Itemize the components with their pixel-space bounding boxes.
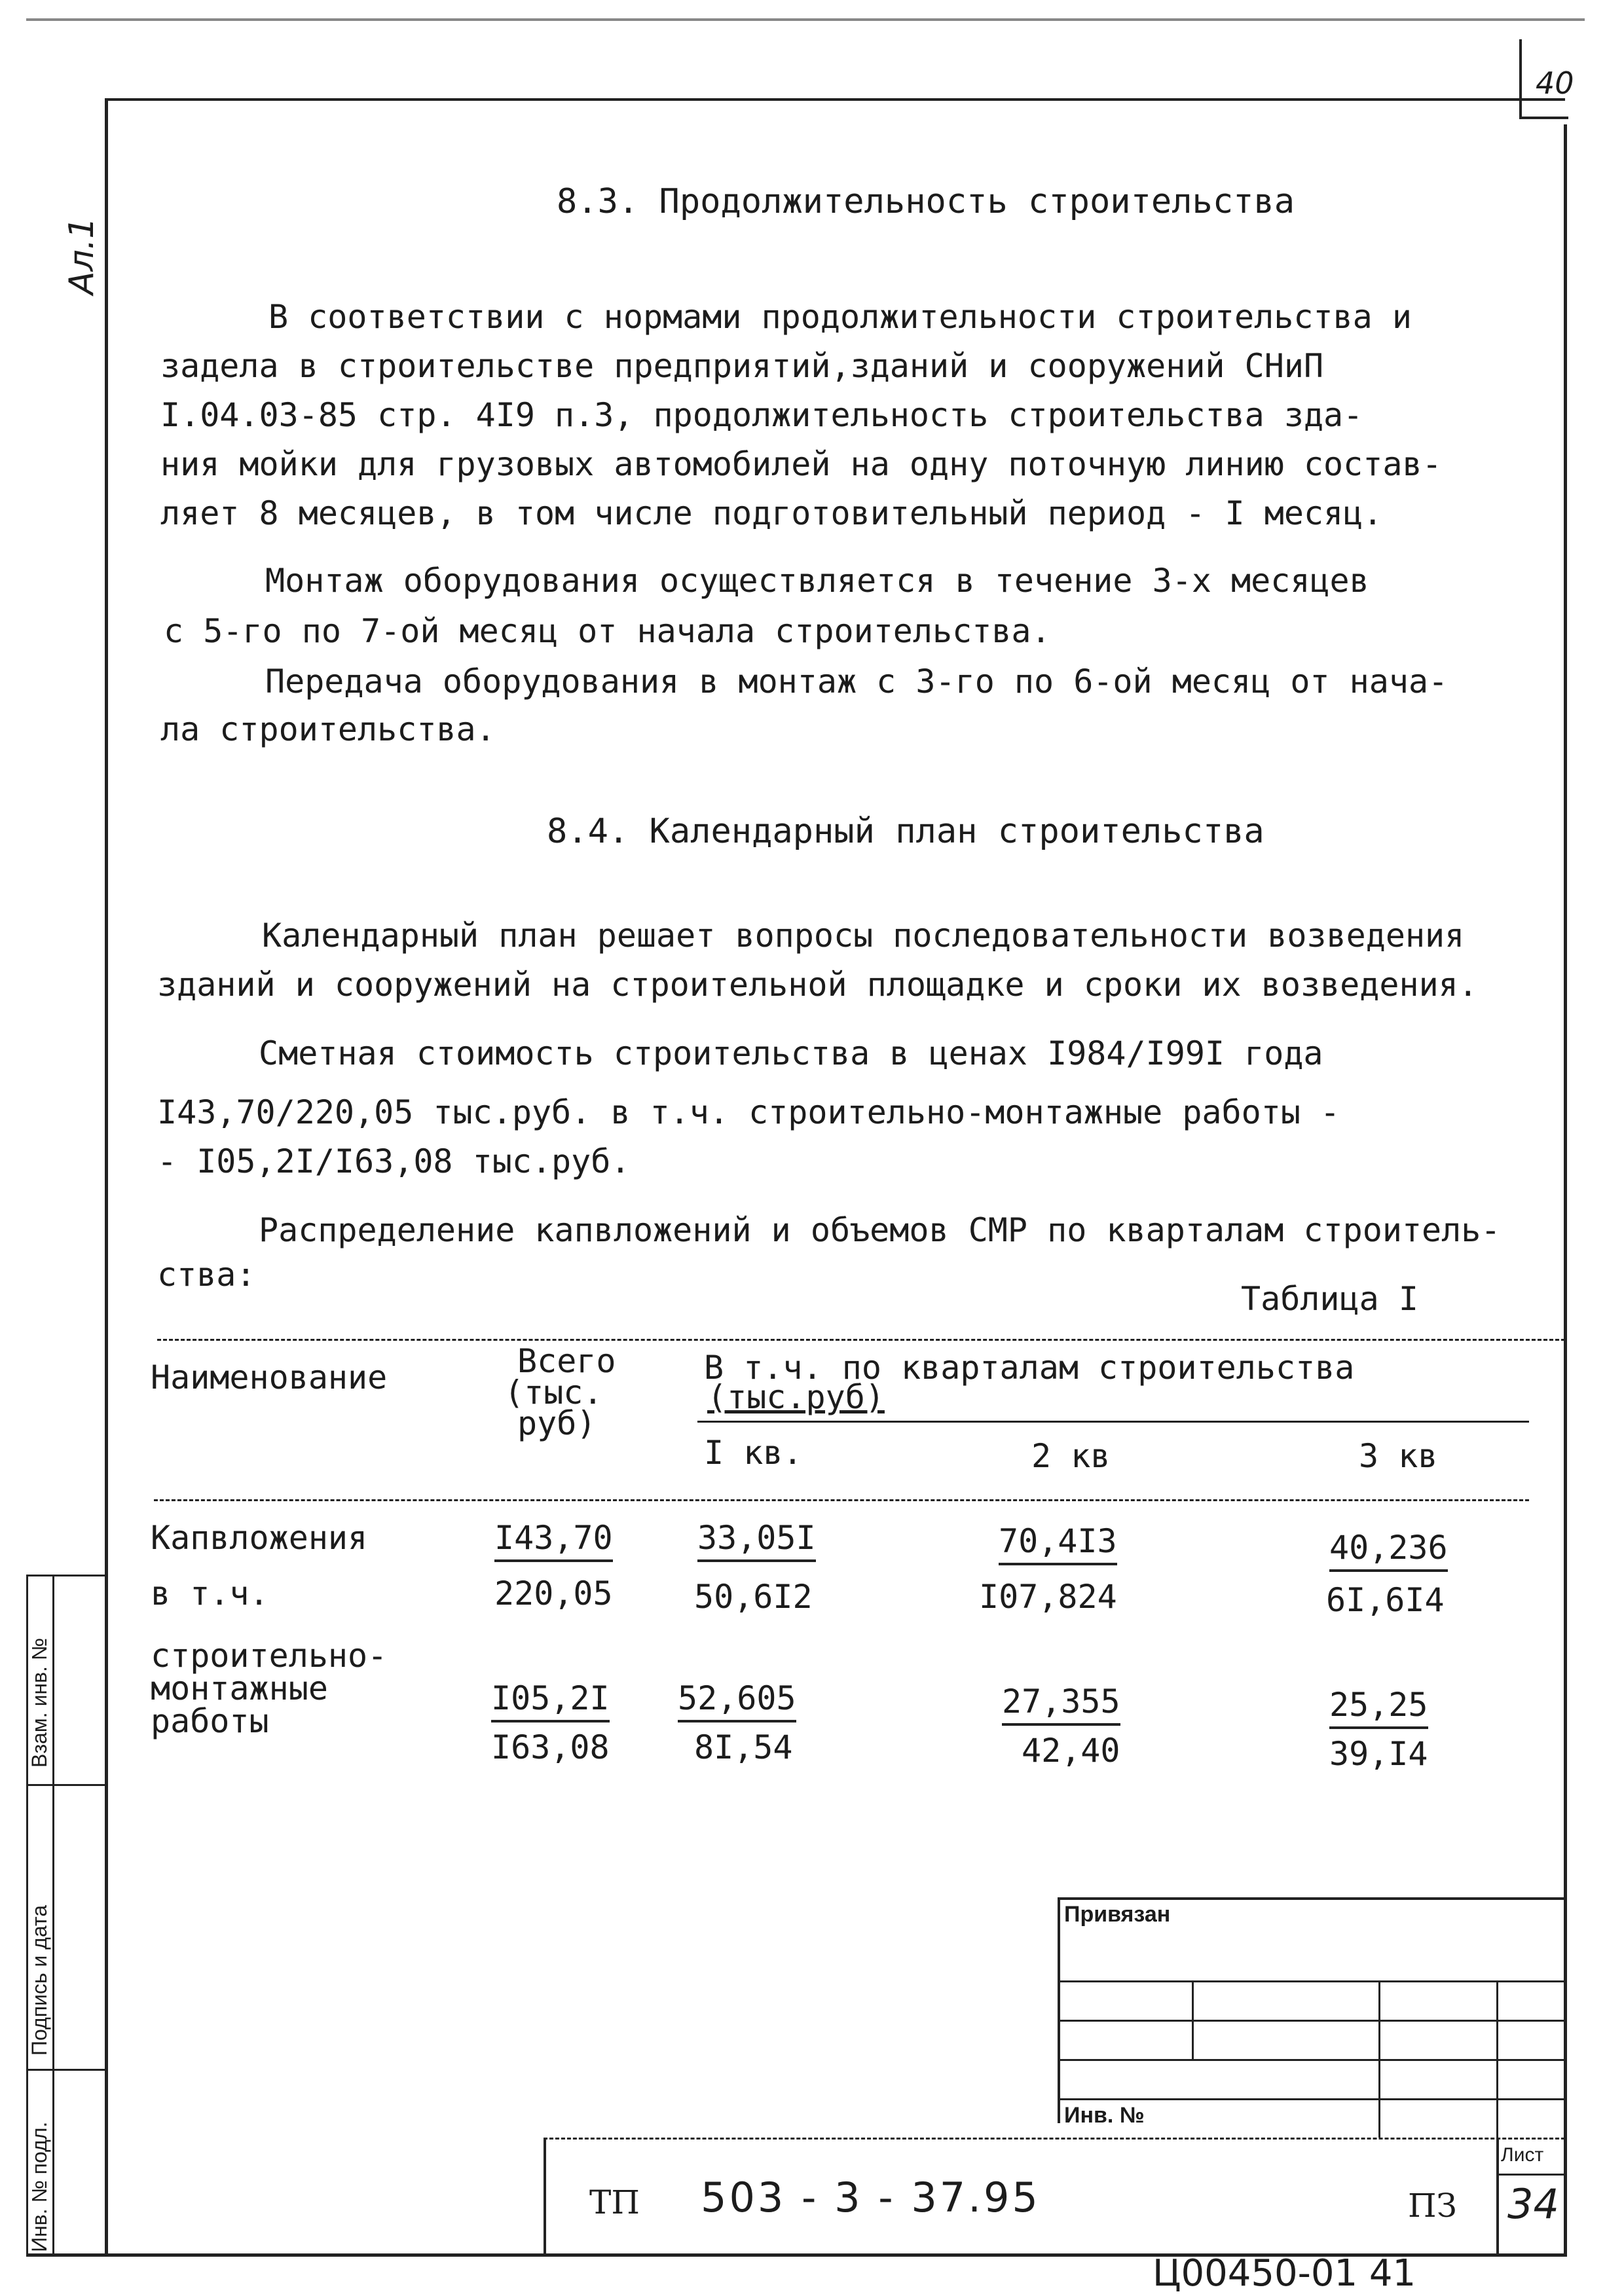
row1-q2-bottom: I07,824 <box>979 1578 1117 1616</box>
approval-col1 <box>1192 1980 1194 2059</box>
row1-name-l1: Капвложения <box>151 1519 368 1557</box>
row2-q1-bottom: 8I,54 <box>694 1728 793 1766</box>
s84-p3-l2: ства: <box>157 1256 256 1294</box>
header-total-l2: (тыс. <box>504 1374 603 1412</box>
bottom-code-handwritten: Ц00450-01 41 <box>1153 2252 1416 2295</box>
title-strip-left <box>544 2138 546 2255</box>
page-number-handwritten: 40 <box>1536 65 1574 101</box>
s84-p2-l3: - I05,2I/I63,08 тыс.руб. <box>157 1142 631 1180</box>
inv-no-label: Инв. № <box>1064 2103 1145 2128</box>
row1-q1-bottom: 50,6I2 <box>694 1578 813 1616</box>
approval-col3 <box>1496 1980 1498 2138</box>
sheet-box-mid <box>1496 2174 1565 2176</box>
margin-div-3 <box>26 2069 106 2071</box>
margin-col-mid <box>52 1575 54 2255</box>
row2-total-bottom: I63,08 <box>491 1728 610 1766</box>
row1-q1-top: 33,05I <box>697 1519 816 1562</box>
row2-q1-top: 52,605 <box>678 1679 796 1722</box>
title-strip-top <box>544 2138 1565 2142</box>
row2-q2-top: 27,355 <box>1002 1683 1120 1726</box>
row1-q3-bottom: 6I,6I4 <box>1326 1581 1445 1619</box>
margin-field-podpis: Подпись и дата <box>28 1904 51 2056</box>
row2-name-l2: монтажные <box>151 1669 328 1707</box>
margin-mark-handwritten: Ал.1 <box>62 217 101 295</box>
table-rule-header-bottom <box>154 1499 1529 1503</box>
section-8-4-heading: 8.4. Календарный план строительства <box>547 812 1264 851</box>
s84-p2-l1: Сметная стоимость строительства в ценах I984/I99I года <box>259 1034 1323 1072</box>
row2-name-l1: строительно- <box>151 1637 388 1675</box>
s83-p2-l2: с 5-го по 7-ой месяц от начала строительства. <box>164 612 1051 650</box>
row2-q3-top: 25,25 <box>1329 1686 1428 1729</box>
margin-field-vzam: Взам. инв. № <box>28 1637 51 1768</box>
row2-q3-bottom: 39,I4 <box>1329 1735 1428 1773</box>
header-quarters-rule <box>697 1421 1529 1423</box>
page-number-box-bottom <box>1519 117 1568 119</box>
designation-code: 503 - 3 - 37.95 <box>701 2174 1041 2221</box>
approval-row1 <box>1058 1980 1565 1982</box>
section-8-3-heading: 8.3. Продолжительность строительства <box>557 182 1295 221</box>
sheet-box-left <box>1496 2138 1499 2255</box>
header-quarters-group: В т.ч. по кварталам строительства <box>704 1349 1355 1387</box>
designation-label: ТП <box>589 2183 640 2221</box>
header-q2: 2 кв <box>1031 1437 1111 1475</box>
frame-top <box>105 98 1565 101</box>
s83-p1-l2: задела в строительстве предприятий,зданий и сооружений СНиП <box>160 347 1324 385</box>
row2-q2-bottom: 42,40 <box>1022 1732 1120 1770</box>
row2-total-top: I05,2I <box>491 1679 610 1722</box>
page-number-box-left <box>1519 39 1522 118</box>
header-q1: I кв. <box>704 1434 803 1472</box>
margin-div-1 <box>26 1575 106 1576</box>
table-caption: Таблица I <box>1241 1280 1418 1318</box>
sheet-label: Лист <box>1501 2144 1544 2166</box>
sheet-number: 34 <box>1507 2180 1559 2228</box>
row1-q2-top: 70,4I3 <box>999 1522 1117 1565</box>
s83-p1-l1: В соответствии с нормами продолжительности строительства и <box>268 298 1412 336</box>
approval-box-top <box>1058 1897 1565 1900</box>
margin-div-2 <box>26 1784 106 1786</box>
approval-row2 <box>1058 2020 1565 2022</box>
s83-p2-l1: Монтаж оборудования осуществляется в течение 3-х месяцев <box>265 562 1369 600</box>
approval-col2 <box>1378 1980 1380 2138</box>
s83-p3-l1: Передача оборудования в монтаж с 3-го по 6-ой месяц от нача- <box>265 663 1449 701</box>
s83-p1-l4: ния мойки для грузовых автомобилей на одну поточную линию состав- <box>160 445 1442 483</box>
s84-p3-l1: Распределение капвложений и объемов СМР по кварталам строитель- <box>259 1211 1501 1249</box>
top-edge-line <box>26 18 1585 21</box>
row1-total-top: I43,70 <box>494 1519 613 1562</box>
s84-p1-l1: Календарный план решает вопросы последовательности возведения <box>262 917 1465 955</box>
header-quarters-unit: (тыс.руб) <box>707 1378 885 1416</box>
frame-right <box>1564 124 1567 2255</box>
s84-p1-l2: зданий и сооружений на строительной площадке и сроки их возведения. <box>157 966 1478 1004</box>
approval-row3 <box>1058 2059 1565 2061</box>
row2-name-l3: работы <box>151 1702 269 1740</box>
header-name: Наименование <box>151 1358 388 1396</box>
header-q3: 3 кв <box>1359 1437 1438 1475</box>
row1-name-l2: в т.ч. <box>151 1575 269 1613</box>
s83-p1-l3: I.04.03-85 стр. 4I9 п.3, продолжительность строительства зда- <box>160 396 1363 434</box>
approval-box-left <box>1058 1897 1060 2123</box>
frame-left <box>105 98 108 2255</box>
table-rule-top <box>157 1339 1565 1343</box>
doc-code: ПЗ <box>1408 2187 1457 2225</box>
s83-p1-l5: ляет 8 месяцев, в том числе подготовительный период - I месяц. <box>160 494 1383 532</box>
row1-total-bottom: 220,05 <box>494 1575 613 1613</box>
approval-row4 <box>1058 2098 1565 2100</box>
row1-q3-top: 40,236 <box>1329 1529 1448 1572</box>
header-total-l1: Всего <box>517 1342 616 1380</box>
margin-field-inv-podl: Инв. № подл. <box>28 2121 51 2252</box>
s84-p2-l2: I43,70/220,05 тыс.руб. в т.ч. строительно-монтажные работы - <box>157 1093 1340 1131</box>
s83-p3-l2: ла строительства. <box>160 710 496 748</box>
privyazan-label: Привязан <box>1064 1902 1171 1927</box>
header-total-l3: руб) <box>517 1404 597 1442</box>
